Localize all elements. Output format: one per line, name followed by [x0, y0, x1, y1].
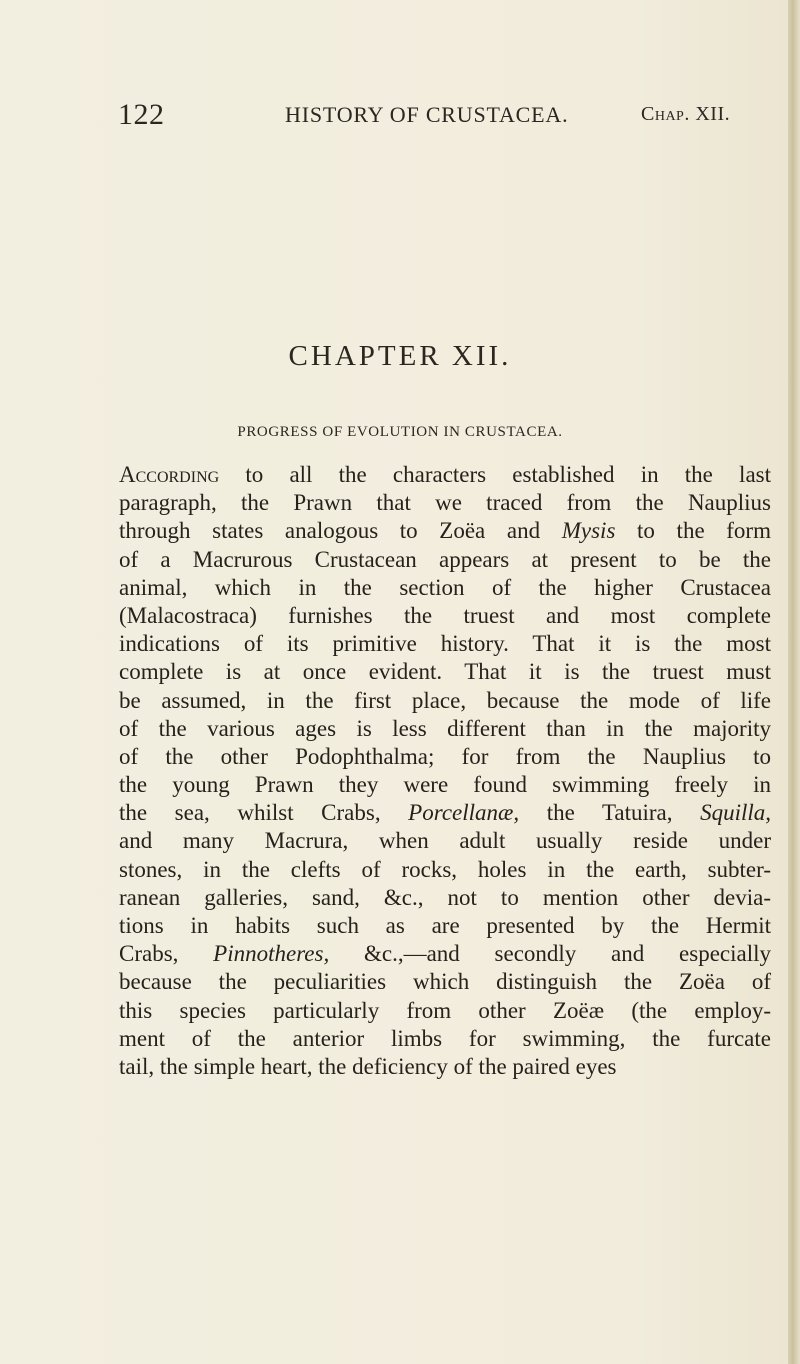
running-title: HISTORY OF CRUSTACEA. [285, 102, 569, 127]
page-number: 122 [118, 98, 165, 131]
running-chapter-label: Chap. XII. [641, 103, 731, 125]
text-line: the sea, whilst Crabs, Porcellanæ, the Tatuira, Squilla, [119, 800, 771, 826]
text-line: be assumed, in the first place, because the mode of life [119, 687, 771, 713]
text-line: ranean galleries, sand, &c., not to mention other devia- [119, 884, 771, 910]
text-line: stones, in the clefts of rocks, holes in the earth, subter- [119, 856, 771, 882]
chapter-subtitle: PROGRESS OF EVOLUTION IN CRUSTACEA. [237, 424, 563, 440]
text-line: because the peculiarities which distinguish the Zoëa of [119, 969, 771, 995]
text-line: animal, which in the section of the higher Crustacea [119, 574, 771, 600]
text-line: (Malacostraca) furnishes the truest and most complete [119, 602, 771, 628]
text-line: of a Macrurous Crustacean appears at present to be the [119, 546, 771, 572]
italic-term: Mysis [561, 518, 616, 544]
body-paragraph [119, 461, 771, 1081]
text-line: tail, the simple heart, the deficiency of the paired eyes [119, 1053, 617, 1079]
text-line: of the various ages is less different than in the majority [119, 715, 771, 741]
text-line: paragraph, the Prawn that we traced from the Nauplius [119, 490, 771, 516]
text-line: this species particularly from other Zoëæ (the employ- [119, 997, 771, 1023]
text-line: ment of the anterior limbs for swimming, the furcate [119, 1025, 771, 1051]
text-line: According to all the characters established in the last [119, 462, 771, 487]
text-line: tions in habits such as are presented by the Hermit [119, 913, 771, 938]
text-line: of the other Podophthalma; for from the Nauplius to [119, 743, 771, 769]
text-line: complete is at once evident. That it is the truest must [119, 659, 771, 685]
text-line: and many Macrura, when adult usually reside under [119, 828, 771, 854]
drop-word: According [119, 462, 220, 487]
text-line: indications of its primitive history. That it is the most [119, 631, 771, 657]
italic-term: Porcellanæ, [408, 800, 520, 826]
italic-term: Squilla, [700, 800, 771, 826]
page-edge [788, 0, 800, 1364]
italic-term: Pinnotheres, [213, 941, 330, 967]
text-line: the young Prawn they were found swimming freely in [119, 772, 771, 798]
text-line: through states analogous to Zoëa and Mysis to the form [119, 518, 771, 544]
running-head [0, 98, 800, 148]
chapter-heading: CHAPTER XII. [288, 340, 512, 372]
text-line: Crabs, Pinnotheres, &c.,—and secondly and especially [119, 941, 771, 967]
